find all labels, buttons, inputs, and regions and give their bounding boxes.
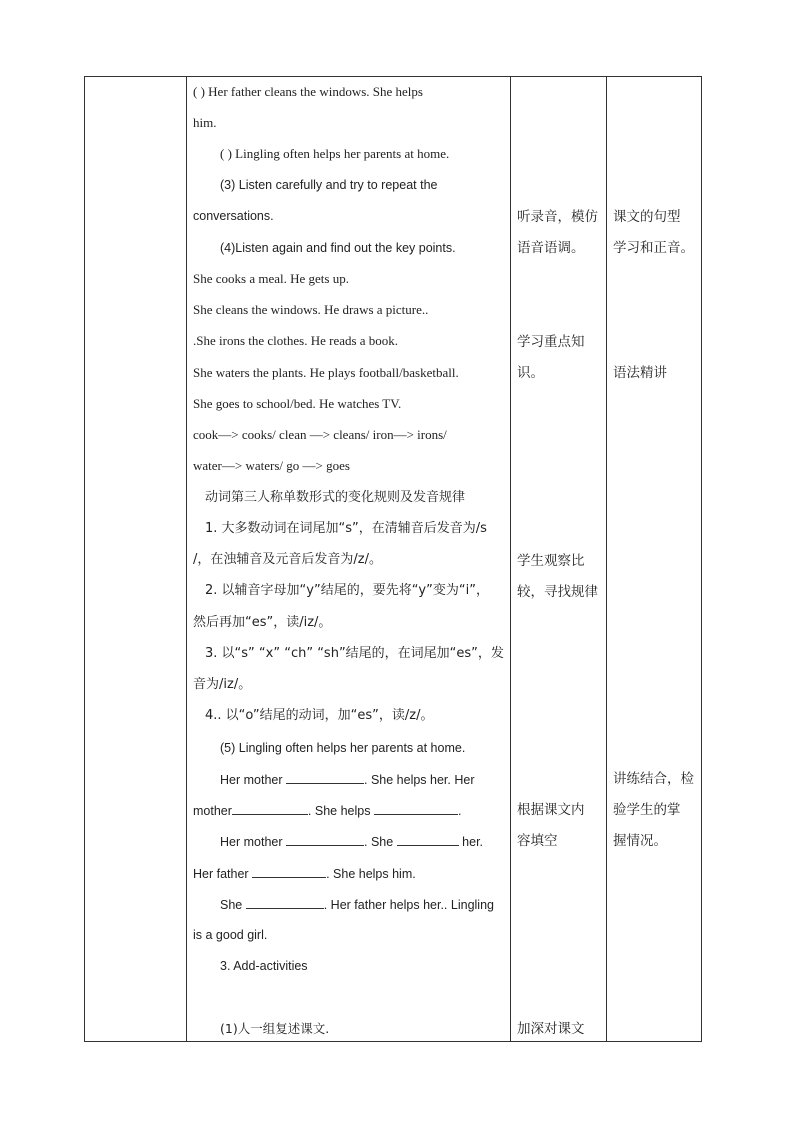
activity-text: 容填空 xyxy=(517,833,558,849)
activity-text: 语音语调。 xyxy=(517,240,585,256)
purpose-text: 验学生的掌 xyxy=(613,802,681,818)
fill-line: She . Her father helps her.. Lingling xyxy=(220,898,494,912)
activity-text: 根据课文内 xyxy=(517,802,585,818)
answer-blank[interactable] xyxy=(397,833,459,846)
text-line: (1)人一组复述课文. xyxy=(220,1021,330,1036)
fill-line: Her mother . She helps her. Her xyxy=(220,773,475,787)
text-line: She goes to school/bed. He watches TV. xyxy=(193,396,402,411)
text-line: 4.. 以“o”结尾的动词，加“es”，读/z/。 xyxy=(205,708,434,723)
text-line: (3) Listen carefully and try to repeat the xyxy=(220,178,438,192)
text-line: 2. 以辅音字母加“y”结尾的，要先将“y”变为“i”， xyxy=(205,583,489,598)
answer-blank[interactable] xyxy=(374,802,458,815)
activity-text: 加深对课文 xyxy=(517,1021,585,1037)
answer-blank[interactable] xyxy=(286,771,364,784)
text-line: conversations. xyxy=(193,209,274,223)
activity-text: 识。 xyxy=(517,365,544,381)
text-line: 然后再加“es”，读/iz/。 xyxy=(193,615,332,630)
column-divider xyxy=(186,77,187,1041)
purpose-text: 课文的句型 xyxy=(613,209,681,225)
answer-blank[interactable] xyxy=(286,833,364,846)
activity-text: 听录音，模仿 xyxy=(517,209,598,225)
activity-text: 学生观察比 xyxy=(517,553,585,569)
grammar-heading: 动词第三人称单数形式的变化规则及发音规律 xyxy=(205,490,466,505)
answer-blank[interactable] xyxy=(246,896,324,909)
column-divider xyxy=(606,77,607,1041)
text-line: 1. 大多数动词在词尾加“s”，在清辅音后发音为/s xyxy=(205,521,487,536)
fill-line: Her mother . She her. xyxy=(220,835,484,849)
purpose-text: 讲练结合，检 xyxy=(613,771,694,787)
activity-text: 较，寻找规律 xyxy=(517,584,598,600)
text-line: water—> waters/ go —> goes xyxy=(193,458,350,473)
answer-blank[interactable] xyxy=(252,865,326,878)
text-line: him. xyxy=(193,115,217,130)
section-heading: 3. Add-activities xyxy=(220,959,308,973)
text-line: (4)Listen again and find out the key points. xyxy=(220,241,456,255)
activity-text: 学习重点知 xyxy=(517,334,585,350)
text-line: She cooks a meal. He gets up. xyxy=(193,271,349,286)
text-line: cook—> cooks/ clean —> cleans/ iron—> irons/ xyxy=(193,427,447,442)
text-line: is a good girl. xyxy=(193,928,268,942)
text-line: (5) Lingling often helps her parents at home. xyxy=(220,741,466,755)
column-divider xyxy=(510,77,511,1041)
answer-blank[interactable] xyxy=(232,802,308,815)
purpose-text: 语法精讲 xyxy=(613,365,667,381)
text-line: /，在浊辅音及元音后发音为/z/。 xyxy=(193,552,382,567)
text-line: 3. 以“s” “x” “ch” “sh”结尾的，在词尾加“es”，发 xyxy=(205,646,504,661)
fill-line: Her father . She helps him. xyxy=(193,867,416,881)
text-line: 音为/iz/。 xyxy=(193,677,252,692)
purpose-text: 学习和正音。 xyxy=(613,240,694,256)
text-line: ( ) Lingling often helps her parents at home. xyxy=(220,146,450,161)
text-line: ( ) Her father cleans the windows. She helps xyxy=(193,84,423,99)
fill-line: mother . She helps . xyxy=(193,804,462,818)
text-line: She cleans the windows. He draws a picture.. xyxy=(193,302,429,317)
text-line: .She irons the clothes. He reads a book. xyxy=(193,333,399,348)
text-line: She waters the plants. He plays football/basketball. xyxy=(193,365,459,380)
purpose-text: 握情况。 xyxy=(613,833,667,849)
